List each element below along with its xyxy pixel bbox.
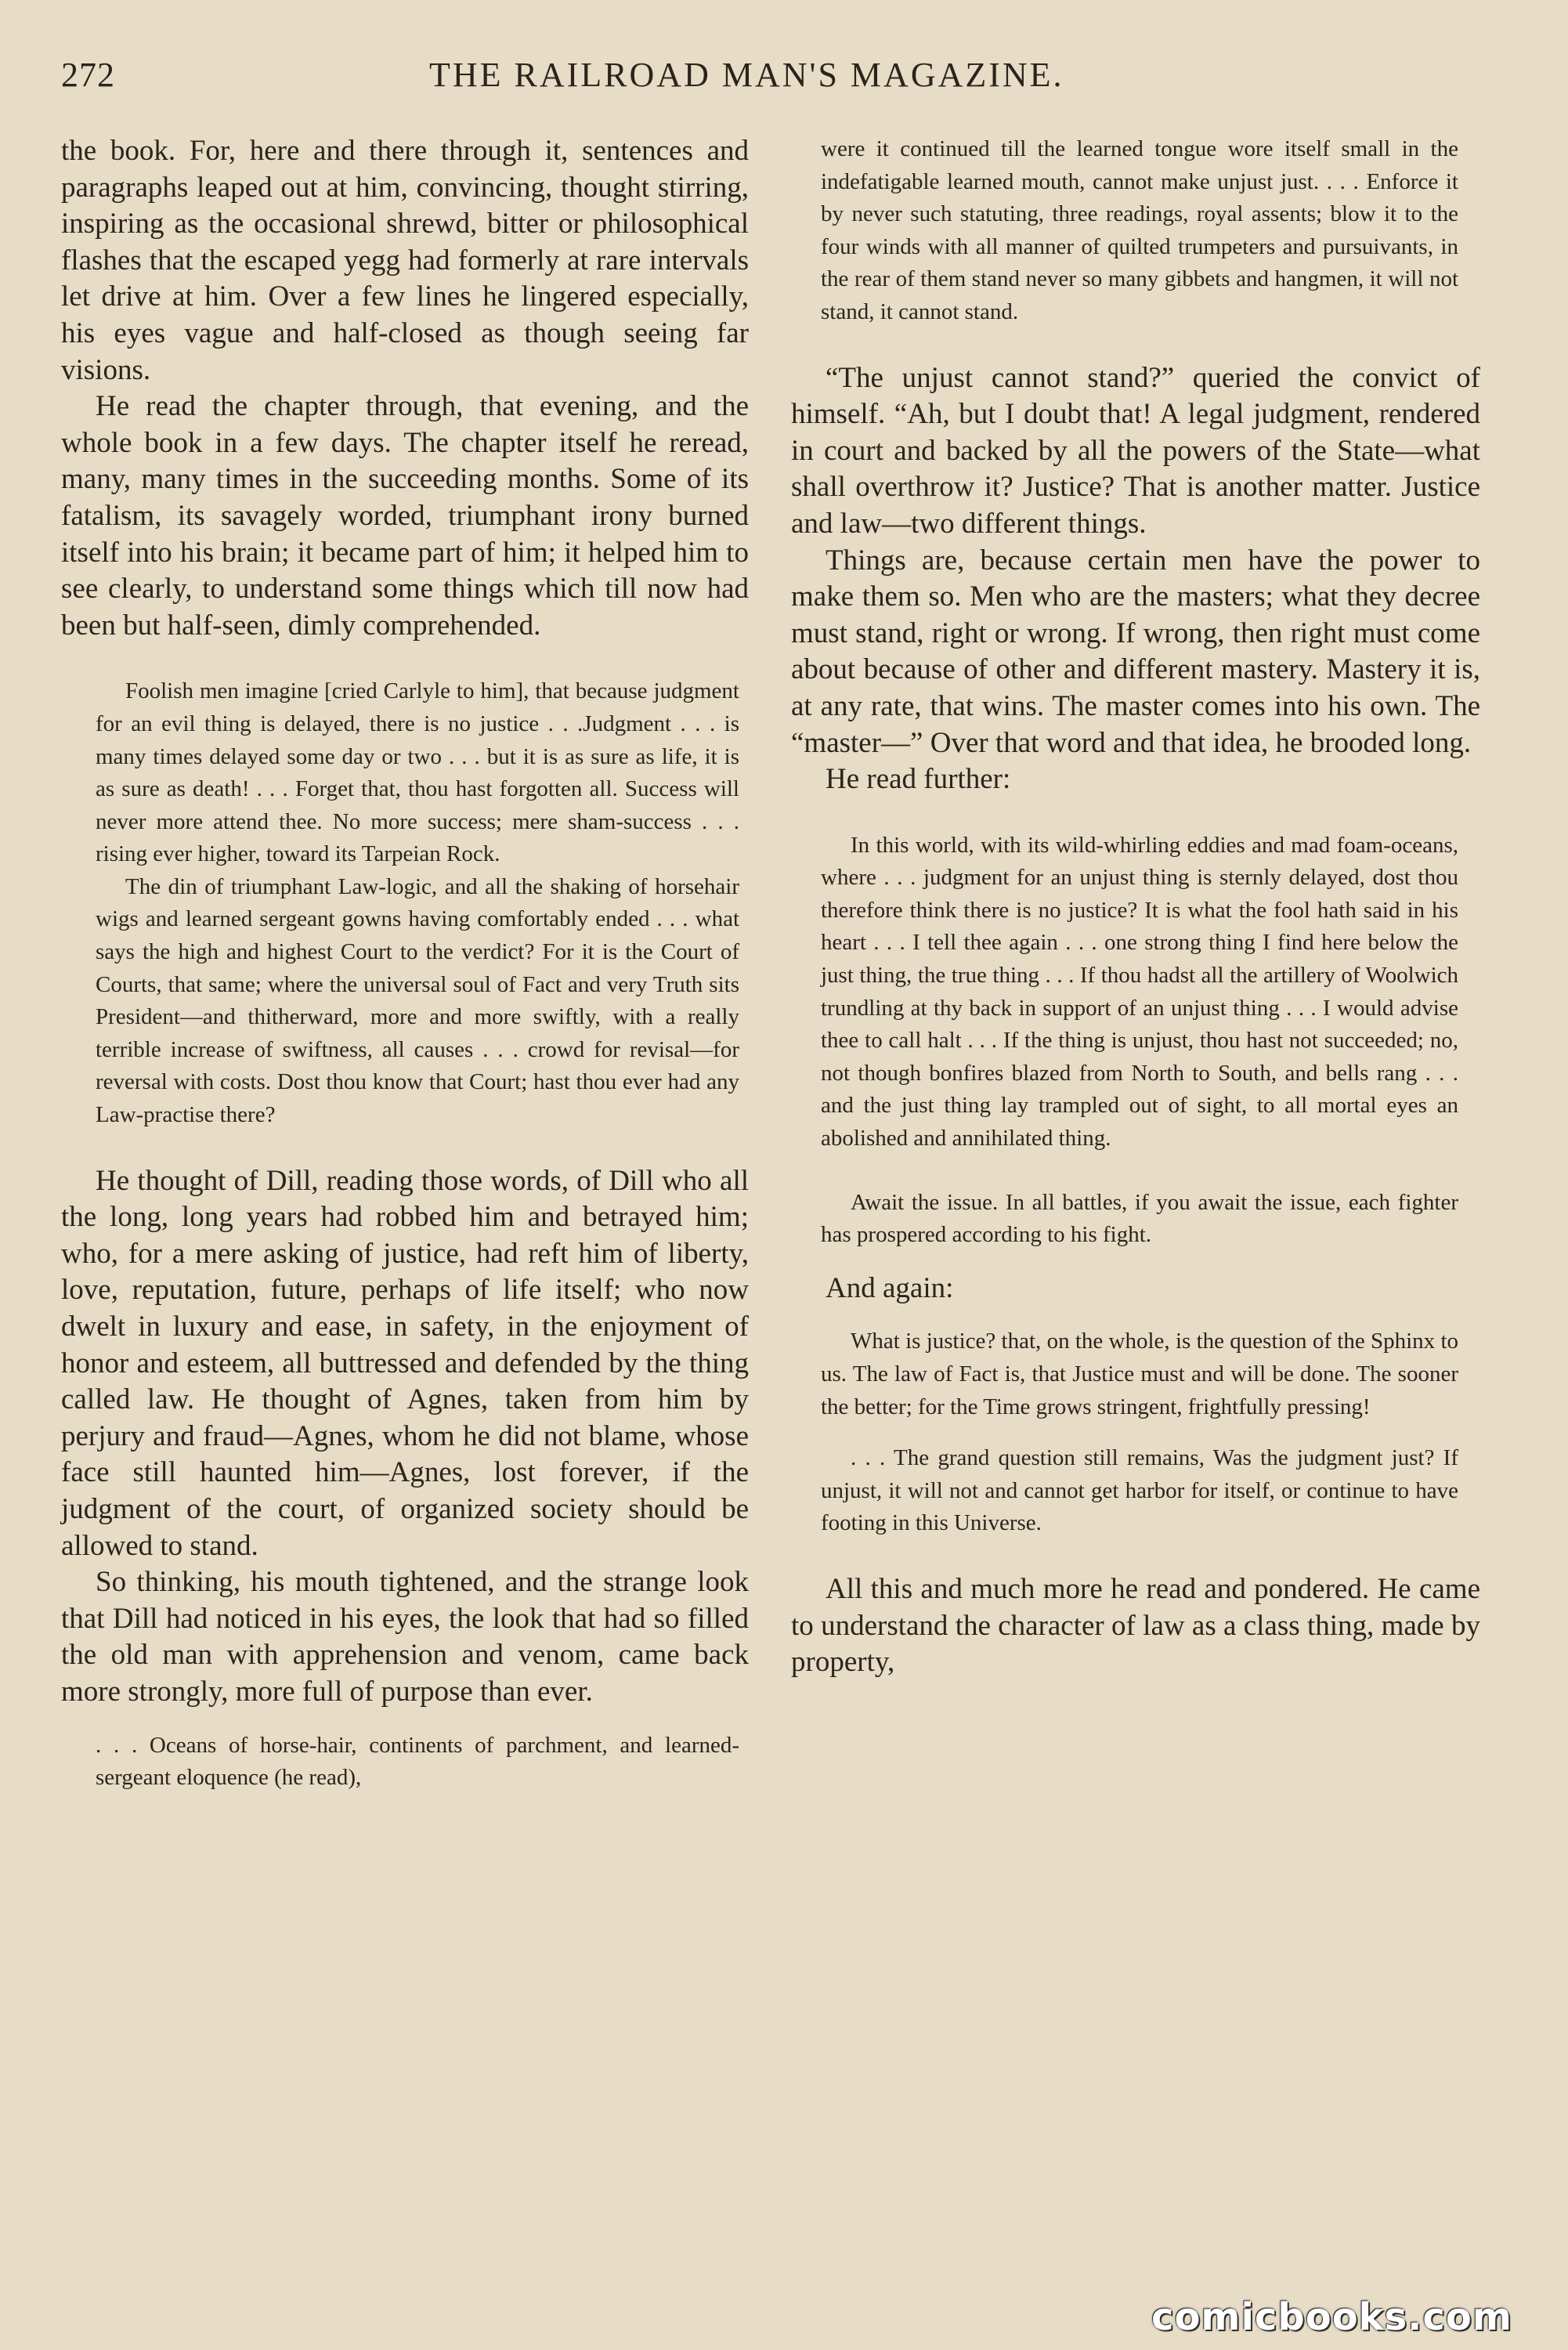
paragraph: And again: [826,1271,954,1304]
paragraph: He read further: [826,763,1011,796]
paragraph: “The unjust cannot stand?” queried the convict of himself. “Ah, but I doubt that! A legal judgment, rendered in court and backed by all the powers of the State—what shall overthrow it? Justice? That is another matter. Justice and law—two different things. [791,361,1480,540]
block-quote: . . . Oceans of horse-hair, continents of parchment, and learned-sergeant eloquence (he read), [96,1732,739,1791]
page-header [61,49,1518,103]
block-quote: The din of triumphant Law-logic, and all the shaking of horsehair wigs and learned sergeant gowns having comfortably ended . . . what says the high and highest Court to the verdict? For it is the Court of Courts, that same; where the universal soul of Fact and very Truth sits President—and thitherward, more and more swiftly, with a really terrible increase of swiftness, all causes . . . crowd for revisal—for reversal with costs. Dost thou know that Court; hast thou ever had any Law-practise there? [96,873,739,1128]
right-column [791,133,1480,1681]
block-quote: What is justice? that, on the whole, is the question of the Sphinx to us. The law of Fact is, that Justice must and will be done. The sooner the better; for the Time grows stringent, frightfully pressing! [821,1329,1458,1419]
block-quote: were it continued till the learned tongue wore itself small in the indefatigable learned mouth, cannot make unjust just. . . . Enforce it by never such statuting, three readings, royal assents; blow it to the four winds with all manner of quilted trumpeters and pursuivants, in the rear of them stand never so many gibbets and hangmen, it will not stand, it cannot stand. [821,136,1458,324]
paragraph: He read the chapter through, that evening, and the whole book in a few days. The chapter itself he reread, many, many times in the succeeding months. Some of its fatalism, its savagely worded, triumphant irony burned itself into his brain; it became part of him; it helped him to see clearly, to understand some things which till now had been but half-seen, dimly comprehended. [61,390,749,642]
left-column [61,133,749,1795]
block-quote: Foolish men imagine [cried Carlyle to him], that because judgment for an evil thing is delayed, there is no justice . . .Judgment . . . is many times delayed some day or two . . . but it is as sure as life, it is as sure as death! . . . Forget that, thou hast forgotten all. Success will never more attend thee. No more success; mere sham-success . . . rising ever higher, toward its Tarpeian Rock. [96,678,739,867]
block-quote: . . . The grand question still remains, Was the judgment just? If unjust, it will not and cannot get harbor for itself, or continue to have footing in this Universe. [821,1445,1458,1536]
block-quote: Await the issue. In all battles, if you await the issue, each fighter has prospered according to his fight. [821,1189,1458,1248]
paragraph: the book. For, here and there through it, sentences and paragraphs leaped out at him, convincing, thought stirring, inspiring as the occasional shrewd, bitter or philosophical flashes that the escaped yegg had formerly at rare intervals let drive at him. Over a few lines he lingered especially, his eyes vague and half-closed as though seeing far visions. [61,135,749,386]
paragraph: He thought of Dill, reading those words, of Dill who all the long, long years had robbed him and betrayed him; who, for a mere asking of justice, had reft him of liberty, love, reputation, future, perhaps of life itself; who now dwelt in luxury and ease, in safety, in the enjoyment of honor and esteem, all buttressed and defended by the thing called law. He thought of Agnes, taken from him by perjury and fraud—Agnes, whom he did not blame, whose face still haunted him—Agnes, lost forever, if the judgment of the court, of organized society should be allowed to stand. [61,1164,749,1562]
watermark-logo: comicbooks.com [1151,2295,1512,2339]
block-quote: In this world, with its wild-whirling eddies and mad foam-oceans, where . . . judgment for an unjust thing is sternly delayed, dost thou therefore think there is no justice? It is what the fool hath said in his heart . . . I tell thee again . . . one strong thing I find here below the just thing, the true thing . . . If thou hadst all the artillery of Woolwich trundling at thy back in support of an unjust thing . . . I would advise thee to call halt . . . If the thing is unjust, thou hast not succeeded; no, not though bonfires blazed from North to South, and bells rang . . . and the just thing lay trampled out of sight, to all mortal eyes an abolished and annihilated thing. [821,832,1458,1152]
paragraph: All this and much more he read and pondered. He came to understand the character of law as a class thing, made by property, [791,1572,1480,1679]
running-head: THE RAILROAD MAN'S MAGAZINE. [429,56,1064,94]
paragraph: So thinking, his mouth tightened, and the strange look that Dill had noticed in his eyes, the look that had so filled the old man with apprehension and venom, came back more strongly, more full of purpose than ever. [61,1566,749,1708]
page-number: 272 [61,56,115,94]
paragraph: Things are, because certain men have the power to make them so. Men who are the masters; what they decree must stand, right or wrong. If wrong, then right must come about because of other and different mastery. Mastery it is, at any rate, that wins. The master comes into his own. The “master—” Over that word and that idea, he brooded long. [791,544,1480,759]
